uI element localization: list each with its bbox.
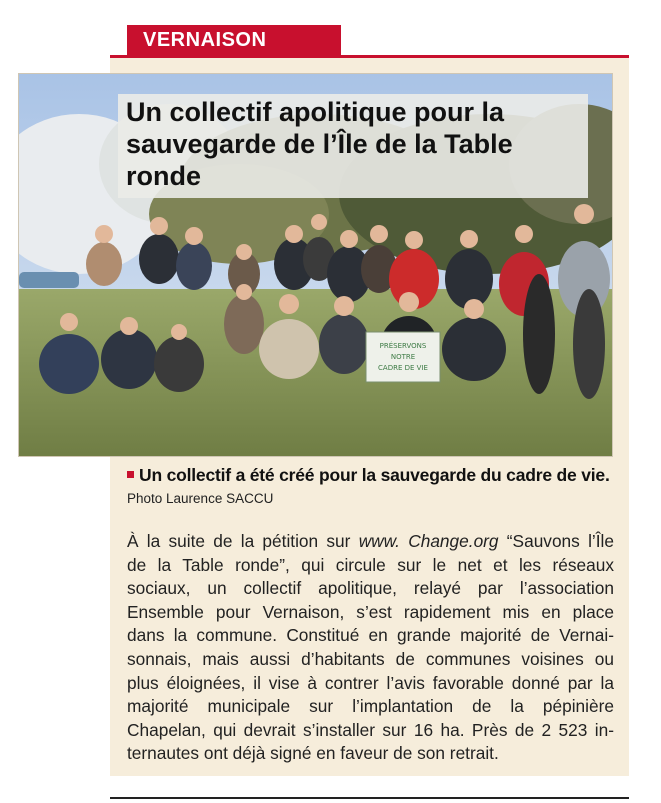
photo-caption xyxy=(127,465,622,486)
protest-sign xyxy=(366,332,440,382)
body-line: sonnais, mais aussi d’habitants de communes voisines ou xyxy=(127,648,614,669)
body-line: À la suite de la pétition sur www. Change.org “Sauvons l’Île xyxy=(127,531,614,551)
caption-text: Un collectif a été créé pour la sauvegarde du cadre de vie. xyxy=(139,465,610,485)
body-line: de la Table ronde”, qui circule sur le net et les réseaux xyxy=(127,554,614,575)
caption-bullet xyxy=(127,471,134,478)
photo-caption-block xyxy=(127,465,622,506)
body-line: ternautes ont déjà signé en faveur de son retrait. xyxy=(127,743,499,764)
photo-credit: Photo Laurence SACCU xyxy=(127,491,274,506)
sign-line-3: CADRE DE VIE xyxy=(378,364,428,372)
sign-line-2: NOTRE xyxy=(390,353,416,361)
bottom-rule xyxy=(110,797,629,799)
sign-line-1: PRÉSERVONS xyxy=(379,342,427,350)
body-line: Chapelan, qui devrait s’installer sur 16 ha. Près de 2 523 in- xyxy=(127,719,614,740)
body-line: plus éloignées, il vise à contrer l’avis favorable donné par la xyxy=(127,672,614,693)
article-body xyxy=(127,530,614,766)
body-line: Ensemble pour Vernaison, s’est rapidement mis en place xyxy=(127,601,614,622)
website-link-text: www. Change.org xyxy=(358,531,499,551)
body-line: sociaux, un collectif apolitique, relayé par l’association xyxy=(127,578,614,599)
body-line: majorité municipale sur l’implantation de la pépinière xyxy=(127,696,614,717)
body-line: dans la commune. Constitué en grande majorité de Vernai- xyxy=(127,625,614,646)
section-tag: VERNAISON xyxy=(127,25,341,56)
article-headline: Un collectif apolitique pour la sauvegarde de l’Île de la Table ronde xyxy=(118,94,588,198)
